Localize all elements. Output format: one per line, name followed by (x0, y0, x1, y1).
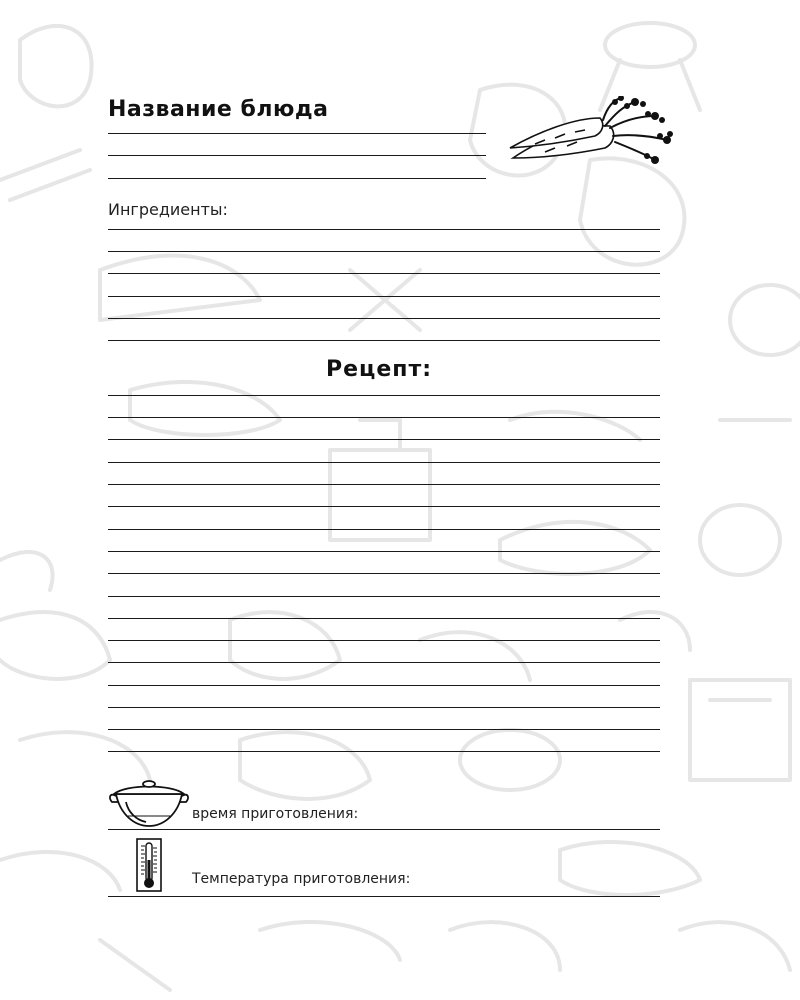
dish-title: Название блюда (108, 97, 329, 122)
recipe-line-4 (108, 462, 660, 463)
recipe-heading: Рецепт: (326, 357, 433, 382)
recipe-line-2 (108, 417, 660, 418)
title-line-3 (108, 178, 486, 179)
recipe-line-7 (108, 529, 660, 530)
ingredients-line-1 (108, 229, 660, 230)
ingredients-line-3 (108, 273, 660, 274)
ingredients-line-2 (108, 251, 660, 252)
recipe-line-3 (108, 439, 660, 440)
recipe-line-15 (108, 707, 660, 708)
recipe-line-9 (108, 573, 660, 574)
ingredients-line-5 (108, 318, 660, 319)
title-line-1 (108, 133, 486, 134)
cook-temp-label: Температура приготовления: (192, 871, 411, 887)
recipe-line-10 (108, 596, 660, 597)
recipe-line-12 (108, 640, 660, 641)
recipe-line-6 (108, 506, 660, 507)
recipe-line-13 (108, 662, 660, 663)
cook-time-label: время приготовления: (192, 806, 359, 822)
cook-temp-line (108, 896, 660, 897)
pot-icon (106, 778, 192, 830)
cook-time-line (108, 829, 660, 830)
carrot-icon (505, 96, 675, 176)
recipe-line-14 (108, 685, 660, 686)
title-line-2 (108, 155, 486, 156)
recipe-line-11 (108, 618, 660, 619)
thermometer-icon (136, 838, 162, 892)
recipe-line-16 (108, 729, 660, 730)
ingredients-line-4 (108, 296, 660, 297)
recipe-line-8 (108, 551, 660, 552)
ingredients-line-6 (108, 340, 660, 341)
recipe-line-5 (108, 484, 660, 485)
ingredients-label: Ингредиенты: (108, 200, 228, 219)
recipe-line-1 (108, 395, 660, 396)
recipe-line-17 (108, 751, 660, 752)
